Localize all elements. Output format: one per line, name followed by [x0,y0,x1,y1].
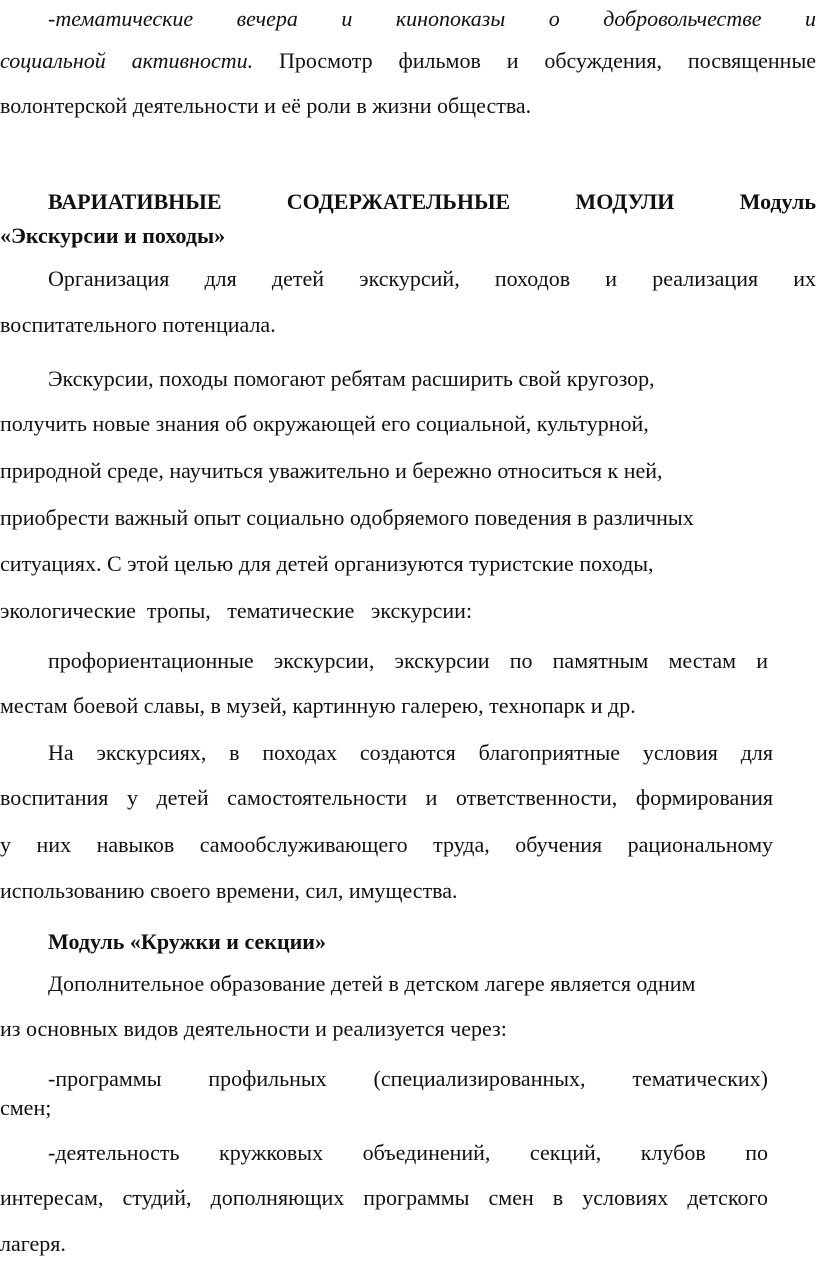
clubs-p1-line-2: из основных видов деятельности и реализуется через: [0,1016,507,1041]
intro-italic-1: тематические вечера и кинопоказы о добровольчестве и [55,6,816,31]
excursions-p3-line-2: местам боевой славы, в музей, картинную галерею, технопарк и др. [0,693,636,718]
excursions-p2-line-2: получить новые знания об окружающей его социальной, культурной, [0,411,649,436]
list-item-1-text: программы профильных (специализированных, тематических) [55,1066,768,1091]
excursions-p1-line-2: воспитательного потенциала. [0,312,276,337]
list-dash: - [48,1066,56,1091]
excursions-p4-line-1: На экскурсиях, в походах создаются благоприятные условия для [48,740,773,765]
section-heading-line-2: «Экскурсии и походы» [0,223,226,248]
clubs-heading: Модуль «Кружки и секции» [48,929,326,954]
clubs-p1-line-1: Дополнительное образование детей в детском лагере является одним [48,971,696,996]
section-heading-line-1: ВАРИАТИВНЫЕ СОДЕРЖАТЕЛЬНЫЕ МОДУЛИ Модуль [48,189,816,214]
excursions-p2-line-1: Экскурсии, походы помогают ребятам расширить свой кругозор, [48,366,655,391]
excursions-p4-line-4: использованию своего времени, сил, имущества. [0,878,458,903]
excursions-p2-line-4: приобрести важный опыт социально одобряемого поведения в различных [0,505,694,530]
clubs-list-item-2-line-2: интересам, студий, дополняющих программы смен в условиях детского [0,1185,768,1210]
excursions-p1-line-1: Организация для детей экскурсий, походов и реализация их [48,266,816,291]
excursions-p4-line-2: воспитания у детей самостоятельности и ответственности, формирования [0,785,773,810]
clubs-list-item-1-line-2: смен; [0,1095,52,1120]
excursions-p2-line-3: природной среде, научиться уважительно и бережно относиться к ней, [0,458,663,483]
clubs-list-item-2-line-3: лагеря. [0,1231,66,1256]
intro-line-1 [48,6,816,32]
clubs-list-item-2-line-1 [48,1140,768,1166]
list-dash: - [48,1140,56,1165]
intro-line-2-rest: Просмотр фильмов и обсуждения, посвященные [253,48,816,73]
excursions-p3-line-1: профориентационные экскурсии, экскурсии по памятным местам и [48,648,768,673]
excursions-p2-line-5: ситуациях. С этой целью для детей организуются туристские походы, [0,551,654,576]
list-item-2-text: деятельность кружковых объединений, секций, клубов по [55,1140,768,1165]
excursions-p4-line-3: у них навыков самообслуживающего труда, обучения рациональному [0,832,773,857]
intro-italic-2: социальной активности. [0,48,254,73]
clubs-list-item-1-line-1 [48,1066,768,1092]
intro-dash: - [48,6,56,31]
intro-line-2 [0,48,816,74]
excursions-p2-line-6: экологические тропы, тематические экскурсии: [0,598,473,623]
intro-line-3: волонтерской деятельности и её роли в жизни общества. [0,93,532,118]
